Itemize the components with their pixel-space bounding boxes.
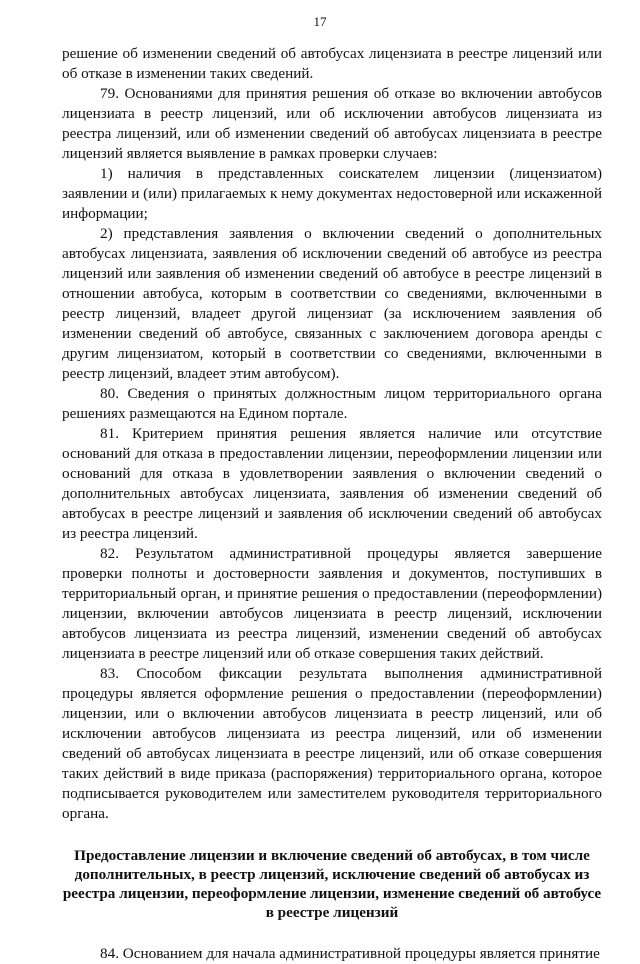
- paragraph-80: 80. Сведения о принятых должностным лицом территориального органа решениях размещаются на Едином портале.: [62, 385, 602, 422]
- paragraph-79-item-1: 1) наличия в представленных соискателем лицензии (лицензиатом) заявлении и (или) прилагаемых к нему документах недостоверной или искаженной информации;: [62, 165, 602, 222]
- page-number: 17: [313, 14, 327, 29]
- paragraph-82: 82. Результатом административной процедуры является завершение проверки полноты и достоверности заявления и документов, поступивших в территориальный орган, и принятие решения о предоставлении (переоформлении) лицензии, включении автобусов лицензиата в реестр лицензий, исключении автобусов лицензиата из реестра лицензий, изменении сведений об автобусах лицензиата в реестре лицензий или об отказе совершения таких действий.: [62, 545, 602, 662]
- document-body: [62, 44, 602, 964]
- paragraph-continuation: решение об изменении сведений об автобусах лицензиата в реестре лицензий или об отказе в изменении таких сведений.: [62, 45, 602, 82]
- paragraph-79-item-2: 2) представления заявления о включении сведений о дополнительных автобусах лицензиата, заявления об исключении сведений об автобусе из реестра лицензий или заявления об изменении сведений об автобусе в реестре лицензий в отношении автобуса, которым в соответствии со сведениями, включенными в реестр лицензий, владеет другой лицензиат (за исключением заявления об изменении сведений об автобусе, связанных с заключением договора аренды с другим лицензиатом, который в соответствии со сведениями, включенными в реестр лицензий, владеет этим автобусом).: [62, 225, 602, 382]
- paragraph-81: 81. Критерием принятия решения является наличие или отсутствие оснований для отказа в предоставлении лицензии, переоформлении лицензии или оснований для отказа в удовлетворении заявления о включении сведений о дополнительных автобусах лицензиата, заявления об изменении сведений об автобусах в реестре лицензий и заявления об исключении сведений об автобусах из реестра лицензий.: [62, 425, 602, 542]
- paragraph-84: 84. Основанием для начала административной процедуры является принятие: [100, 945, 600, 962]
- section-heading: Предоставление лицензии и включение сведений об автобусах, в том числе дополнительных, в реестр лицензий, исключение сведений об автобусах из реестра лицензии, переоформление лицензии, изменение сведений об автобусе в реестре лицензий: [62, 847, 602, 921]
- paragraph-83: 83. Способом фиксации результата выполнения административной процедуры является оформление решения о предоставлении (переоформлении) лицензии, или о включении автобусов лицензиата в реестр лицензий, или об исключении автобусов лицензиата из реестра лицензий, или об изменении сведений об автобусах лицензиата в реестре лицензий, или об отказе совершения таких действий в виде приказа (распоряжения) территориального органа, которое подписывается руководителем или заместителем руководителя территориального органа.: [62, 665, 602, 822]
- paragraph-79: 79. Основаниями для принятия решения об отказе во включении автобусов лицензиата в реестр лицензий, или об исключении автобусов лицензиата из реестра лицензий, или об изменении сведений об автобусах лицензиата в реестре лицензий является выявление в рамках проверки случаев:: [62, 85, 602, 162]
